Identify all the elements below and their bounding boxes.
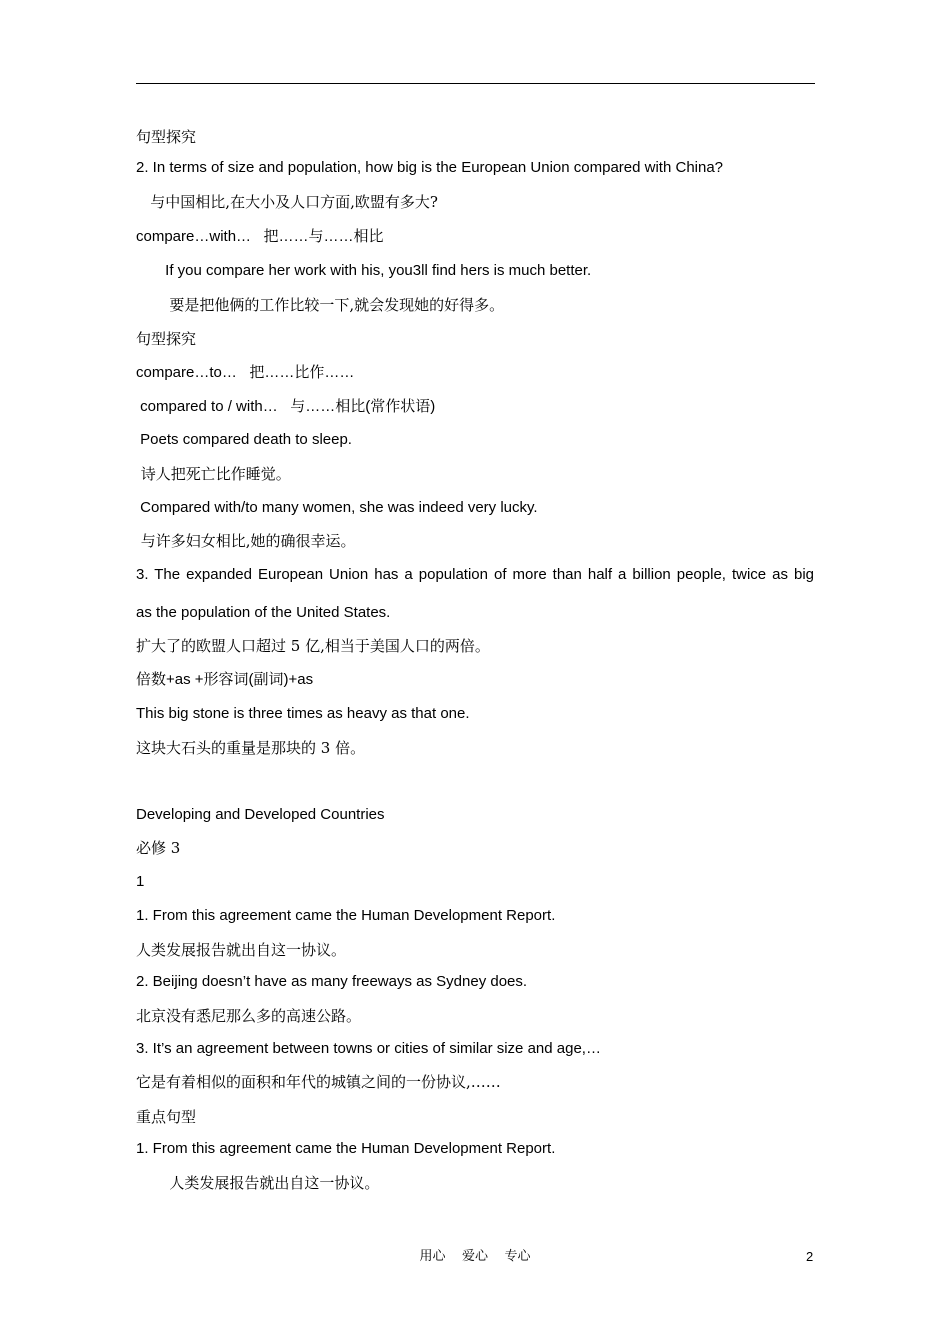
english-example: This big stone is three times as heavy as that one. [136,705,470,722]
module-label: 必修 3 [136,839,181,857]
english-sentence: 2. Beijing doesn’t have as many freeways as Sydney does. [136,973,528,990]
phrase-pattern: compare…to… 把……比作…… [136,364,355,381]
phrase-pattern: compare…with… 把……与……相比 [136,228,384,245]
english-sentence: 2. In terms of size and population, how big is the European Union compared with China? [136,159,724,176]
page-number: 2 [806,1249,814,1264]
item-number: 1 [136,873,145,890]
section-heading: 重点句型 [136,1108,197,1126]
chinese-translation: 人类发展报告就出自这一协议。 [136,1174,380,1192]
chinese-translation: 扩大了的欧盟人口超过 5 亿,相当于美国人口的两倍。 [136,637,490,655]
chinese-translation: 与许多妇女相比,她的确很幸运。 [136,532,356,550]
english-sentence: as the population of the United States. [136,604,391,621]
chinese-translation: 这块大石头的重量是那块的 3 倍。 [136,739,366,757]
phrase-pattern: 倍数+as +形容词(副词)+as [136,671,314,688]
chinese-translation: 与中国相比,在大小及人口方面,欧盟有多大? [136,193,438,211]
chinese-translation: 人类发展报告就出自这一协议。 [136,941,347,959]
english-example: If you compare her work with his, you3ll find hers is much better. [136,262,592,279]
unit-title: Developing and Developed Countries [136,806,385,823]
english-sentence: 3. It’s an agreement between towns or cities of similar size and age,… [136,1040,601,1057]
section-heading: 句型探究 [136,128,197,146]
section-heading: 句型探究 [136,330,197,348]
english-sentence: 1. From this agreement came the Human Development Report. [136,1140,556,1157]
chinese-translation: 诗人把死亡比作睡觉。 [136,465,291,483]
chinese-translation: 它是有着相似的面积和年代的城镇之间的一份协议,…… [136,1073,501,1091]
english-example: Compared with/to many women, she was indeed very lucky. [136,499,538,516]
footer-motto: 用心 爱心 专心 [419,1249,531,1264]
chinese-translation: 北京没有悉尼那么多的高速公路。 [136,1007,362,1025]
english-sentence: 3. The expanded European Union has a population of more than half a billion people, twice as big [136,566,814,583]
english-sentence: 1. From this agreement came the Human Development Report. [136,907,556,924]
english-example: Poets compared death to sleep. [136,431,352,448]
chinese-translation: 要是把他俩的工作比较一下,就会发现她的好得多。 [136,296,505,314]
phrase-pattern: compared to / with… 与……相比(常作状语) [136,398,436,415]
